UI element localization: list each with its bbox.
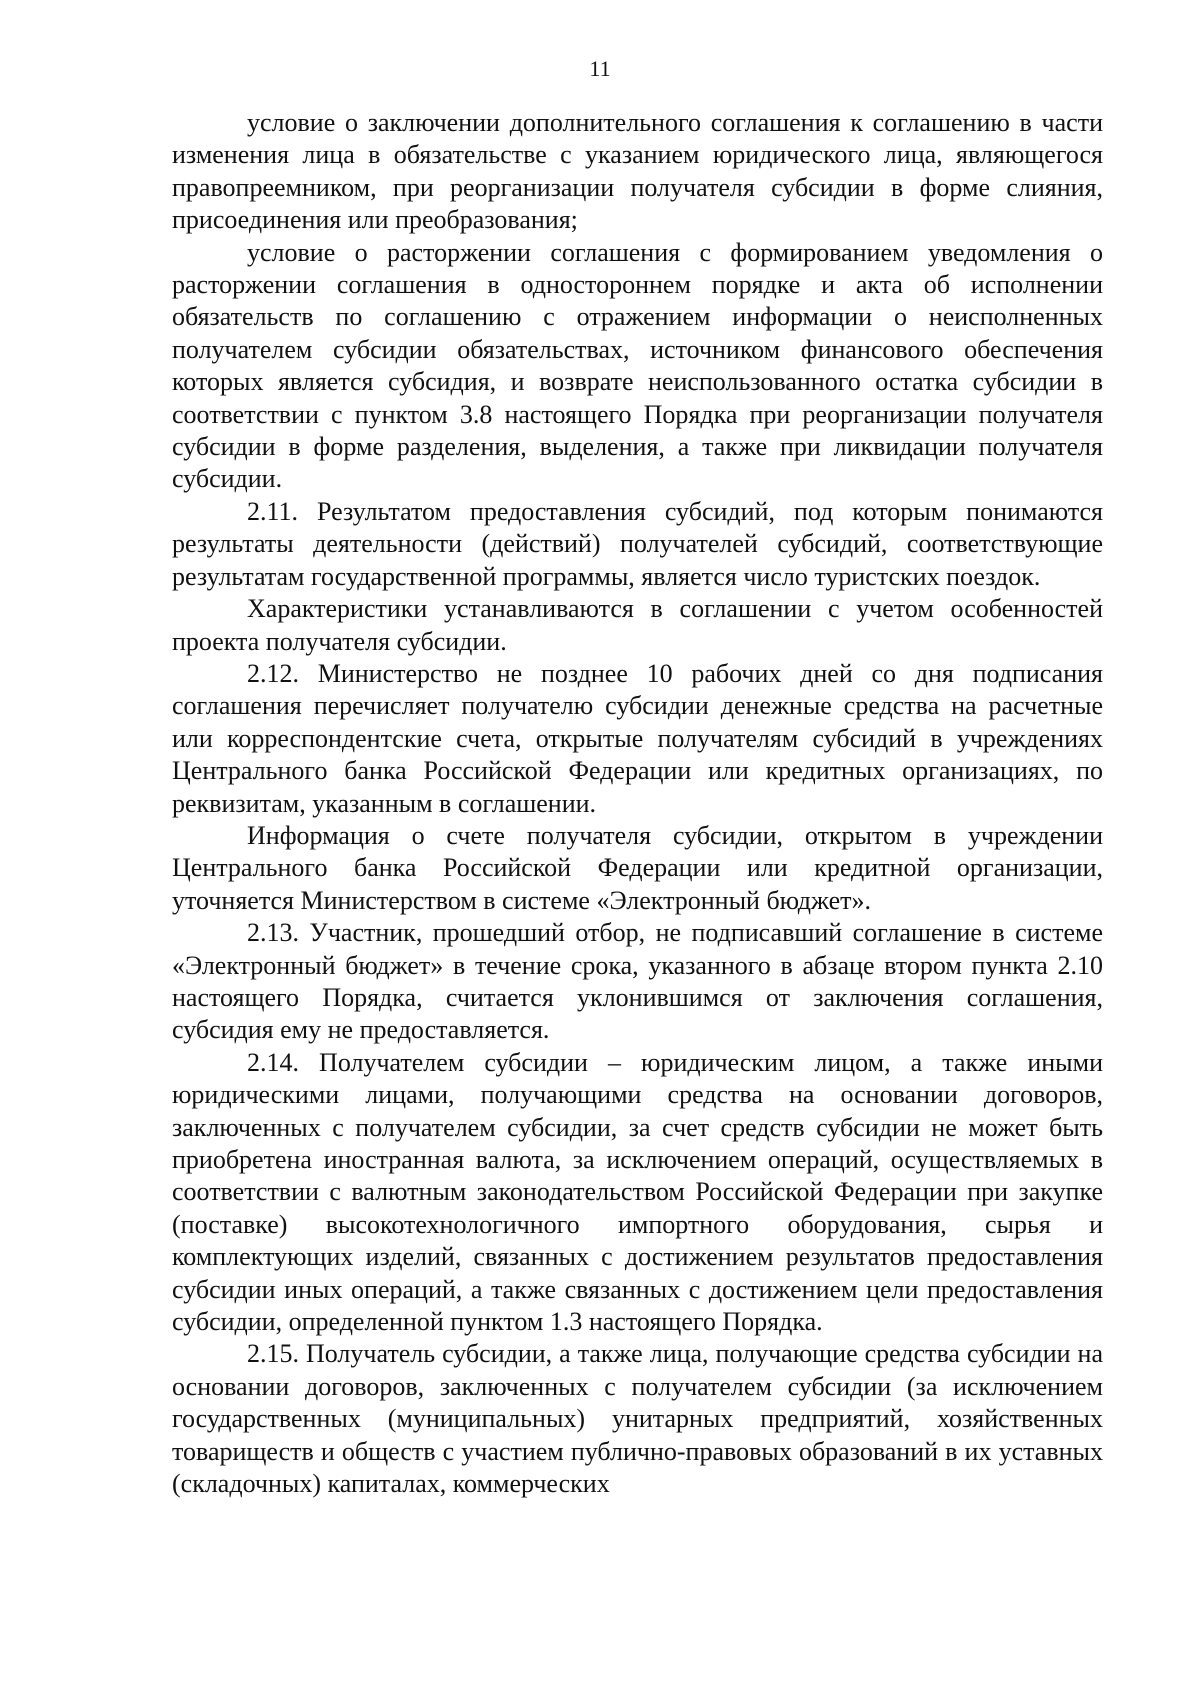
paragraph-agreement-amendment-condition: условие о заключении дополнительного соглашения к соглашению в части изменения лица в обязательстве с указанием юридического лица, являющегося правопреемником, при реорганизации получателя субсидии в форме слияния, присоединения или преобразования; bbox=[172, 108, 1103, 235]
paragraph-2-12: 2.12. Министерство не позднее 10 рабочих дней со дня подписания соглашения перечисляет получателю субсидии денежные средства на расчетные или корреспондентские счета, открытые получателям субсидий в учреждениях Центрального банка Российской Федерации или кредитных организациях, по реквизитам, указанным в соглашении. bbox=[172, 658, 1103, 818]
page-number: 11 bbox=[589, 56, 611, 81]
paragraph-2-14: 2.14. Получателем субсидии – юридическим лицом, а также иными юридическими лицами, получающими средства на основании договоров, заключенных с получателем субсидии, за счет средств субсидии не может быть приобретена иностранная валюта, за исключением операций, осуществляемых в соответствии с валютным законодательством Российской Федерации при закупке (поставке) высокотехнологичного импортного оборудования, сырья и комплектующих изделий, связанных с достижением результатов предоставления субсидии иных операций, а также связанных с достижением цели предоставления субсидии, определенной пунктом 1.3 настоящего Порядка. bbox=[172, 1047, 1103, 1337]
paragraph-agreement-termination-condition: условие о расторжении соглашения с формированием уведомления о расторжении соглашения в одностороннем порядке и акта об исполнении обязательств по соглашению с отражением информации о неисполненных получателем субсидии обязательствах, источником финансового обеспечения которых является субсидия, и возврате неиспользованного остатка субсидии в соответствии с пунктом 3.8 настоящего Порядка при реорганизации получателя субсидии в форме разделения, выделения, а также при ликвидации получателя субсидии. bbox=[172, 237, 1103, 494]
paragraph-2-15: 2.15. Получатель субсидии, а также лица, получающие средства субсидии на основании договоров, заключенных с получателем субсидии (за исключением государственных (муниципальных) унитарных предприятий, хозяйственных товариществ и обществ с участием публично-правовых образований в их уставных (складочных) капиталах, коммерческих bbox=[172, 1339, 1103, 1499]
paragraph-account-info: Информация о счете получателя субсидии, открытом в учреждении Центрального банка Российской Федерации или кредитной организации, уточняется Министерством в системе «Электронный бюджет». bbox=[172, 820, 1103, 915]
body-text bbox=[172, 107, 1103, 1500]
paragraph-characteristics: Характеристики устанавливаются в соглашении с учетом особенностей проекта получателя субсидии. bbox=[172, 594, 1103, 656]
paragraph-2-11: 2.11. Результатом предоставления субсидий, под которым понимаются результаты деятельности (действий) получателей субсидий, соответствующие результатам государственной программы, является число туристских поездок. bbox=[172, 496, 1103, 591]
paragraph-2-13: 2.13. Участник, прошедший отбор, не подписавший соглашение в системе «Электронный бюджет» в течение срока, указанного в абзаце втором пункта 2.10 настоящего Порядка, считается уклонившимся от заключения соглашения, субсидия ему не предоставляется. bbox=[172, 918, 1103, 1045]
